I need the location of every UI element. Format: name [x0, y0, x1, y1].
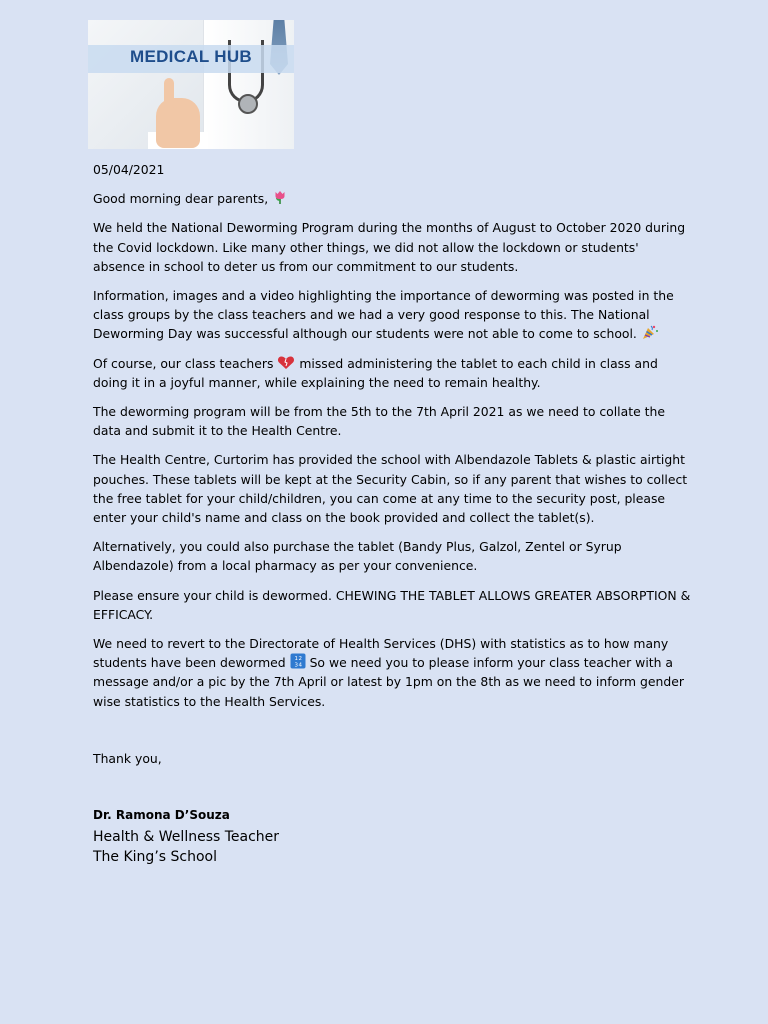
signature-block — [93, 806, 693, 867]
party-popper-icon — [641, 324, 659, 340]
paragraph-3-text-b: missed administering the tablet to each child in class and doing it in a joyful manner, while explaining the need to remain healthy. — [93, 355, 658, 390]
heart-icon — [277, 355, 295, 370]
paragraph-5: The Health Centre, Curtorim has provided the school with Albendazole Tablets & plastic airtight pouches. These tablets will be kept at the Security Cabin, so if any parent that wishes to collect the free tablet for your child/children, you can come at any time to the security post, please enter your child's name and class on the book provided and collect the tablet(s). — [93, 452, 688, 526]
paragraph-8 — [93, 634, 693, 711]
greeting-text: Good morning dear parents, — [93, 191, 269, 207]
paragraph-3 — [93, 354, 693, 392]
paragraph-8-text-a: We need to revert to the Directorate of Health Services (DHS) with statistics as to how many students have been dewormed — [93, 636, 669, 671]
svg-text:3: 3 — [294, 662, 298, 669]
numbers-1234-icon — [290, 653, 306, 669]
paragraph-7: Please ensure your child is dewormed. CHEWING THE TABLET ALLOWS GREATER ABSORPTION & EFFICACY. — [93, 587, 691, 622]
svg-text:4: 4 — [298, 662, 302, 669]
svg-text:2: 2 — [298, 656, 302, 663]
svg-text:1: 1 — [294, 656, 298, 663]
paragraph-8-text-b: So we need you to please inform your class teacher with a message and/or a pic by the 7th April or latest by 1pm on the 8th as we need to inform gender wise statistics to the Health Services. — [93, 655, 684, 709]
pointing-finger-graphic — [164, 78, 174, 108]
hand-graphic — [156, 98, 200, 148]
paragraph-2 — [93, 286, 693, 344]
medical-hub-banner — [88, 20, 294, 149]
signature-role: Health & Wellness Teacher — [93, 829, 280, 846]
paragraph-1: We held the National Deworming Program during the months of August to October 2020 during the Covid lockdown. Like many other things, we did not allow the lockdown or students' absence in school to deter us from our commitment to our students. — [93, 220, 686, 274]
tulip-icon — [272, 189, 288, 205]
signature-school: The King’s School — [93, 849, 217, 866]
paragraph-4: The deworming program will be from the 5th to the 7th April 2021 as we need to collate the data and submit it to the Health Centre. — [93, 404, 665, 439]
paragraph-2-text: Information, images and a video highlighting the importance of deworming was posted in the class groups by the class teachers and we had a very good response to this. The National Deworming Day was successful although our students were not able to come to school. — [93, 288, 674, 342]
banner-title: MEDICAL HUB — [130, 47, 252, 66]
stethoscope-head-icon — [238, 94, 258, 114]
letter-body — [93, 160, 693, 867]
closing-text: Thank you, — [93, 750, 162, 766]
paragraph-3-text-a: Of course, our class teachers — [93, 355, 274, 371]
paragraph-6: Alternatively, you could also purchase the tablet (Bandy Plus, Galzol, Zentel or Syrup Albendazole) from a local pharmacy as per your convenience. — [93, 539, 622, 574]
signature-name: Dr. Ramona D’Souza — [93, 808, 230, 823]
letter-date: 05/04/2021 — [93, 162, 165, 177]
greeting-paragraph — [93, 189, 693, 208]
